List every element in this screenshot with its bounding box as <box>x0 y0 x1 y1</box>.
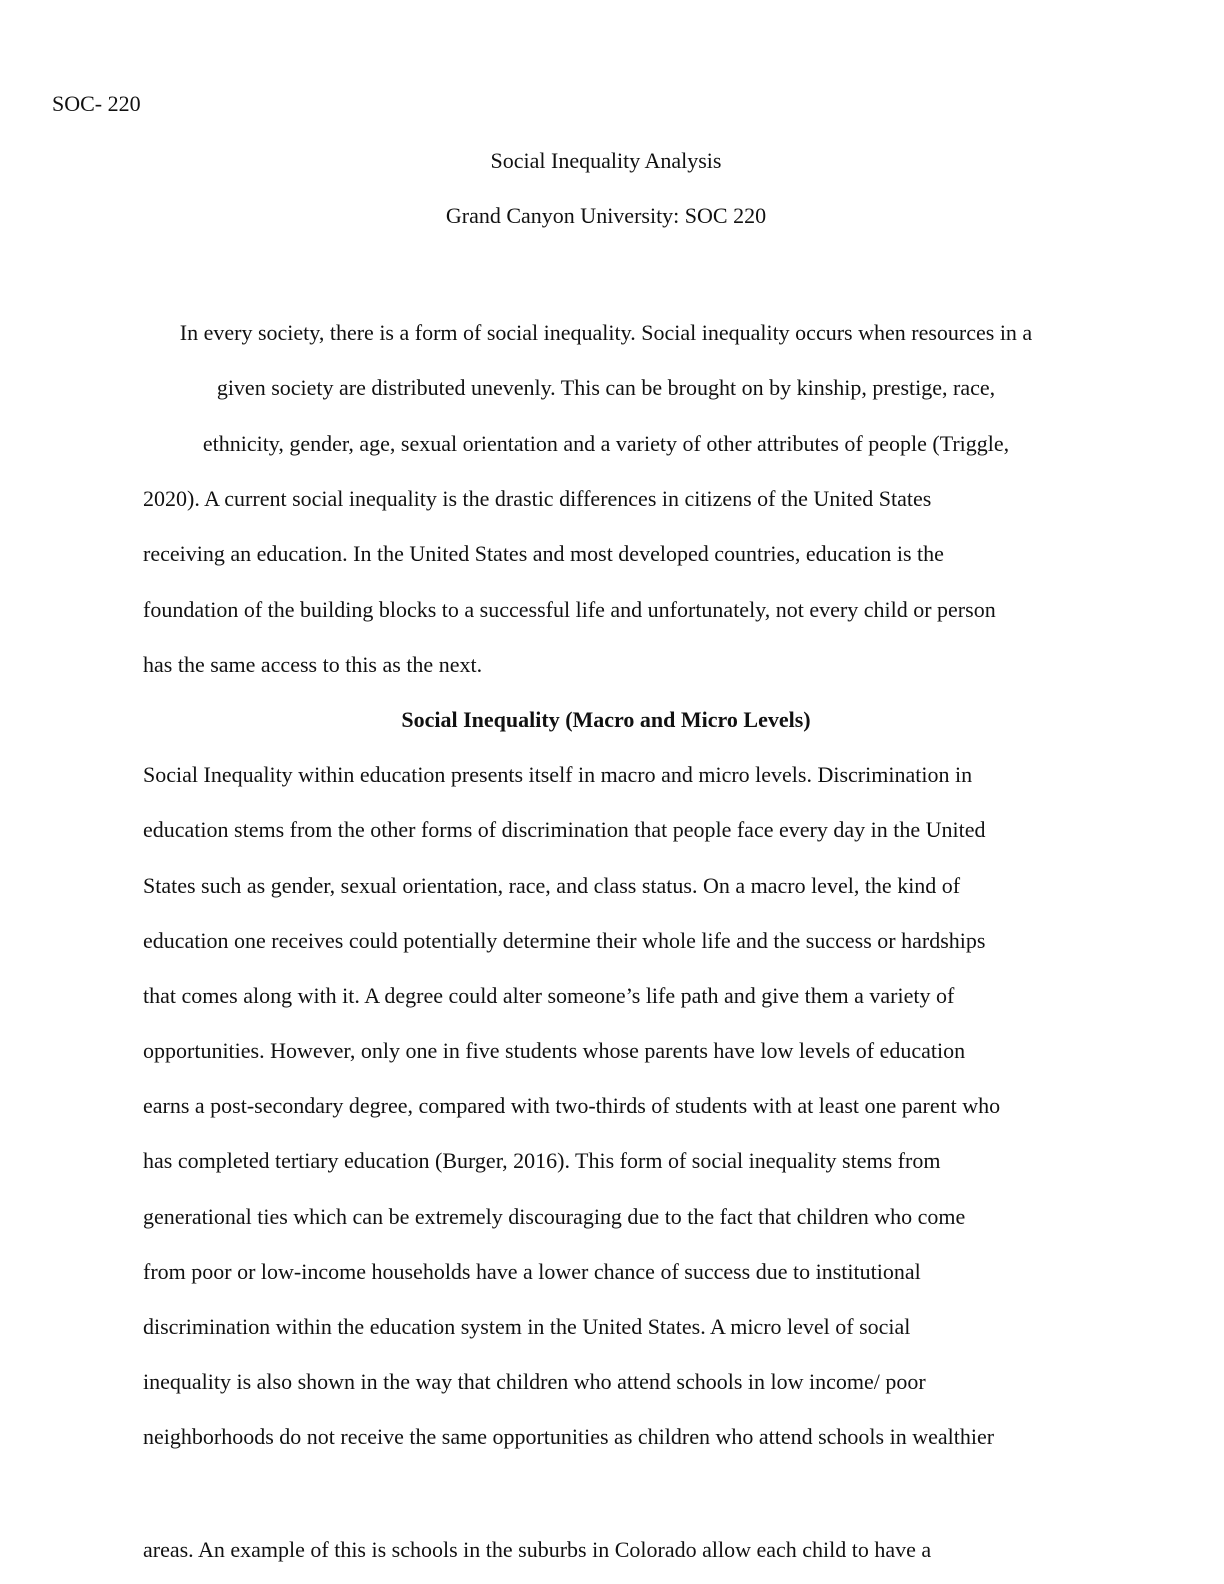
paragraph-line: areas. An example of this is schools in the suburbs in Colorado allow each child to have a <box>143 1537 932 1562</box>
document-title: Social Inequality Analysis <box>490 148 722 173</box>
paragraph-line: inequality is also shown in the way that children who attend schools in low income/ poor <box>143 1369 926 1394</box>
paragraph-line: that comes along with it. A degree could alter someone’s life path and give them a variety of <box>143 983 955 1008</box>
paragraph-line: ethnicity, gender, age, sexual orientation and a variety of other attributes of people (Triggle, <box>202 431 1010 456</box>
paragraph-line: Social Inequality within education presents itself in macro and micro levels. Discrimination in <box>143 762 973 787</box>
paragraph-line: education stems from the other forms of discrimination that people face every day in the United <box>143 817 986 842</box>
paragraph-line: from poor or low-income households have a lower chance of success due to institutional <box>143 1259 921 1284</box>
paragraph-line: States such as gender, sexual orientation, race, and class status. On a macro level, the kind of <box>143 873 961 898</box>
document-subtitle: Grand Canyon University: SOC 220 <box>445 203 767 228</box>
section-heading: Social Inequality (Macro and Micro Levels) <box>401 707 811 732</box>
paragraph-line: discrimination within the education system in the United States. A micro level of social <box>143 1314 911 1339</box>
paragraph-line: generational ties which can be extremely discouraging due to the fact that children who come <box>143 1204 966 1229</box>
paragraph-line: receiving an education. In the United States and most developed countries, education is the <box>143 541 944 566</box>
paragraph-line: In every society, there is a form of social inequality. Social inequality occurs when resources in a <box>179 320 1033 345</box>
paragraph-line: foundation of the building blocks to a successful life and unfortunately, not every child or person <box>143 597 996 622</box>
paragraph-line: has the same access to this as the next. <box>143 652 483 677</box>
course-code-header: SOC- 220 <box>52 91 141 116</box>
paragraph-line: given society are distributed unevenly. This can be brought on by kinship, prestige, race, <box>216 375 996 400</box>
paragraph-line: 2020). A current social inequality is the drastic differences in citizens of the United States <box>143 486 932 511</box>
paragraph-line: neighborhoods do not receive the same opportunities as children who attend schools in wealthier <box>143 1424 995 1449</box>
paragraph-line: earns a post-secondary degree, compared with two-thirds of students with at least one parent who <box>143 1093 1001 1118</box>
paragraph-line: opportunities. However, only one in five students whose parents have low levels of education <box>143 1038 966 1063</box>
paragraph-line: has completed tertiary education (Burger, 2016). This form of social inequality stems from <box>143 1148 941 1173</box>
paragraph-line: education one receives could potentially determine their whole life and the success or hardships <box>143 928 986 953</box>
